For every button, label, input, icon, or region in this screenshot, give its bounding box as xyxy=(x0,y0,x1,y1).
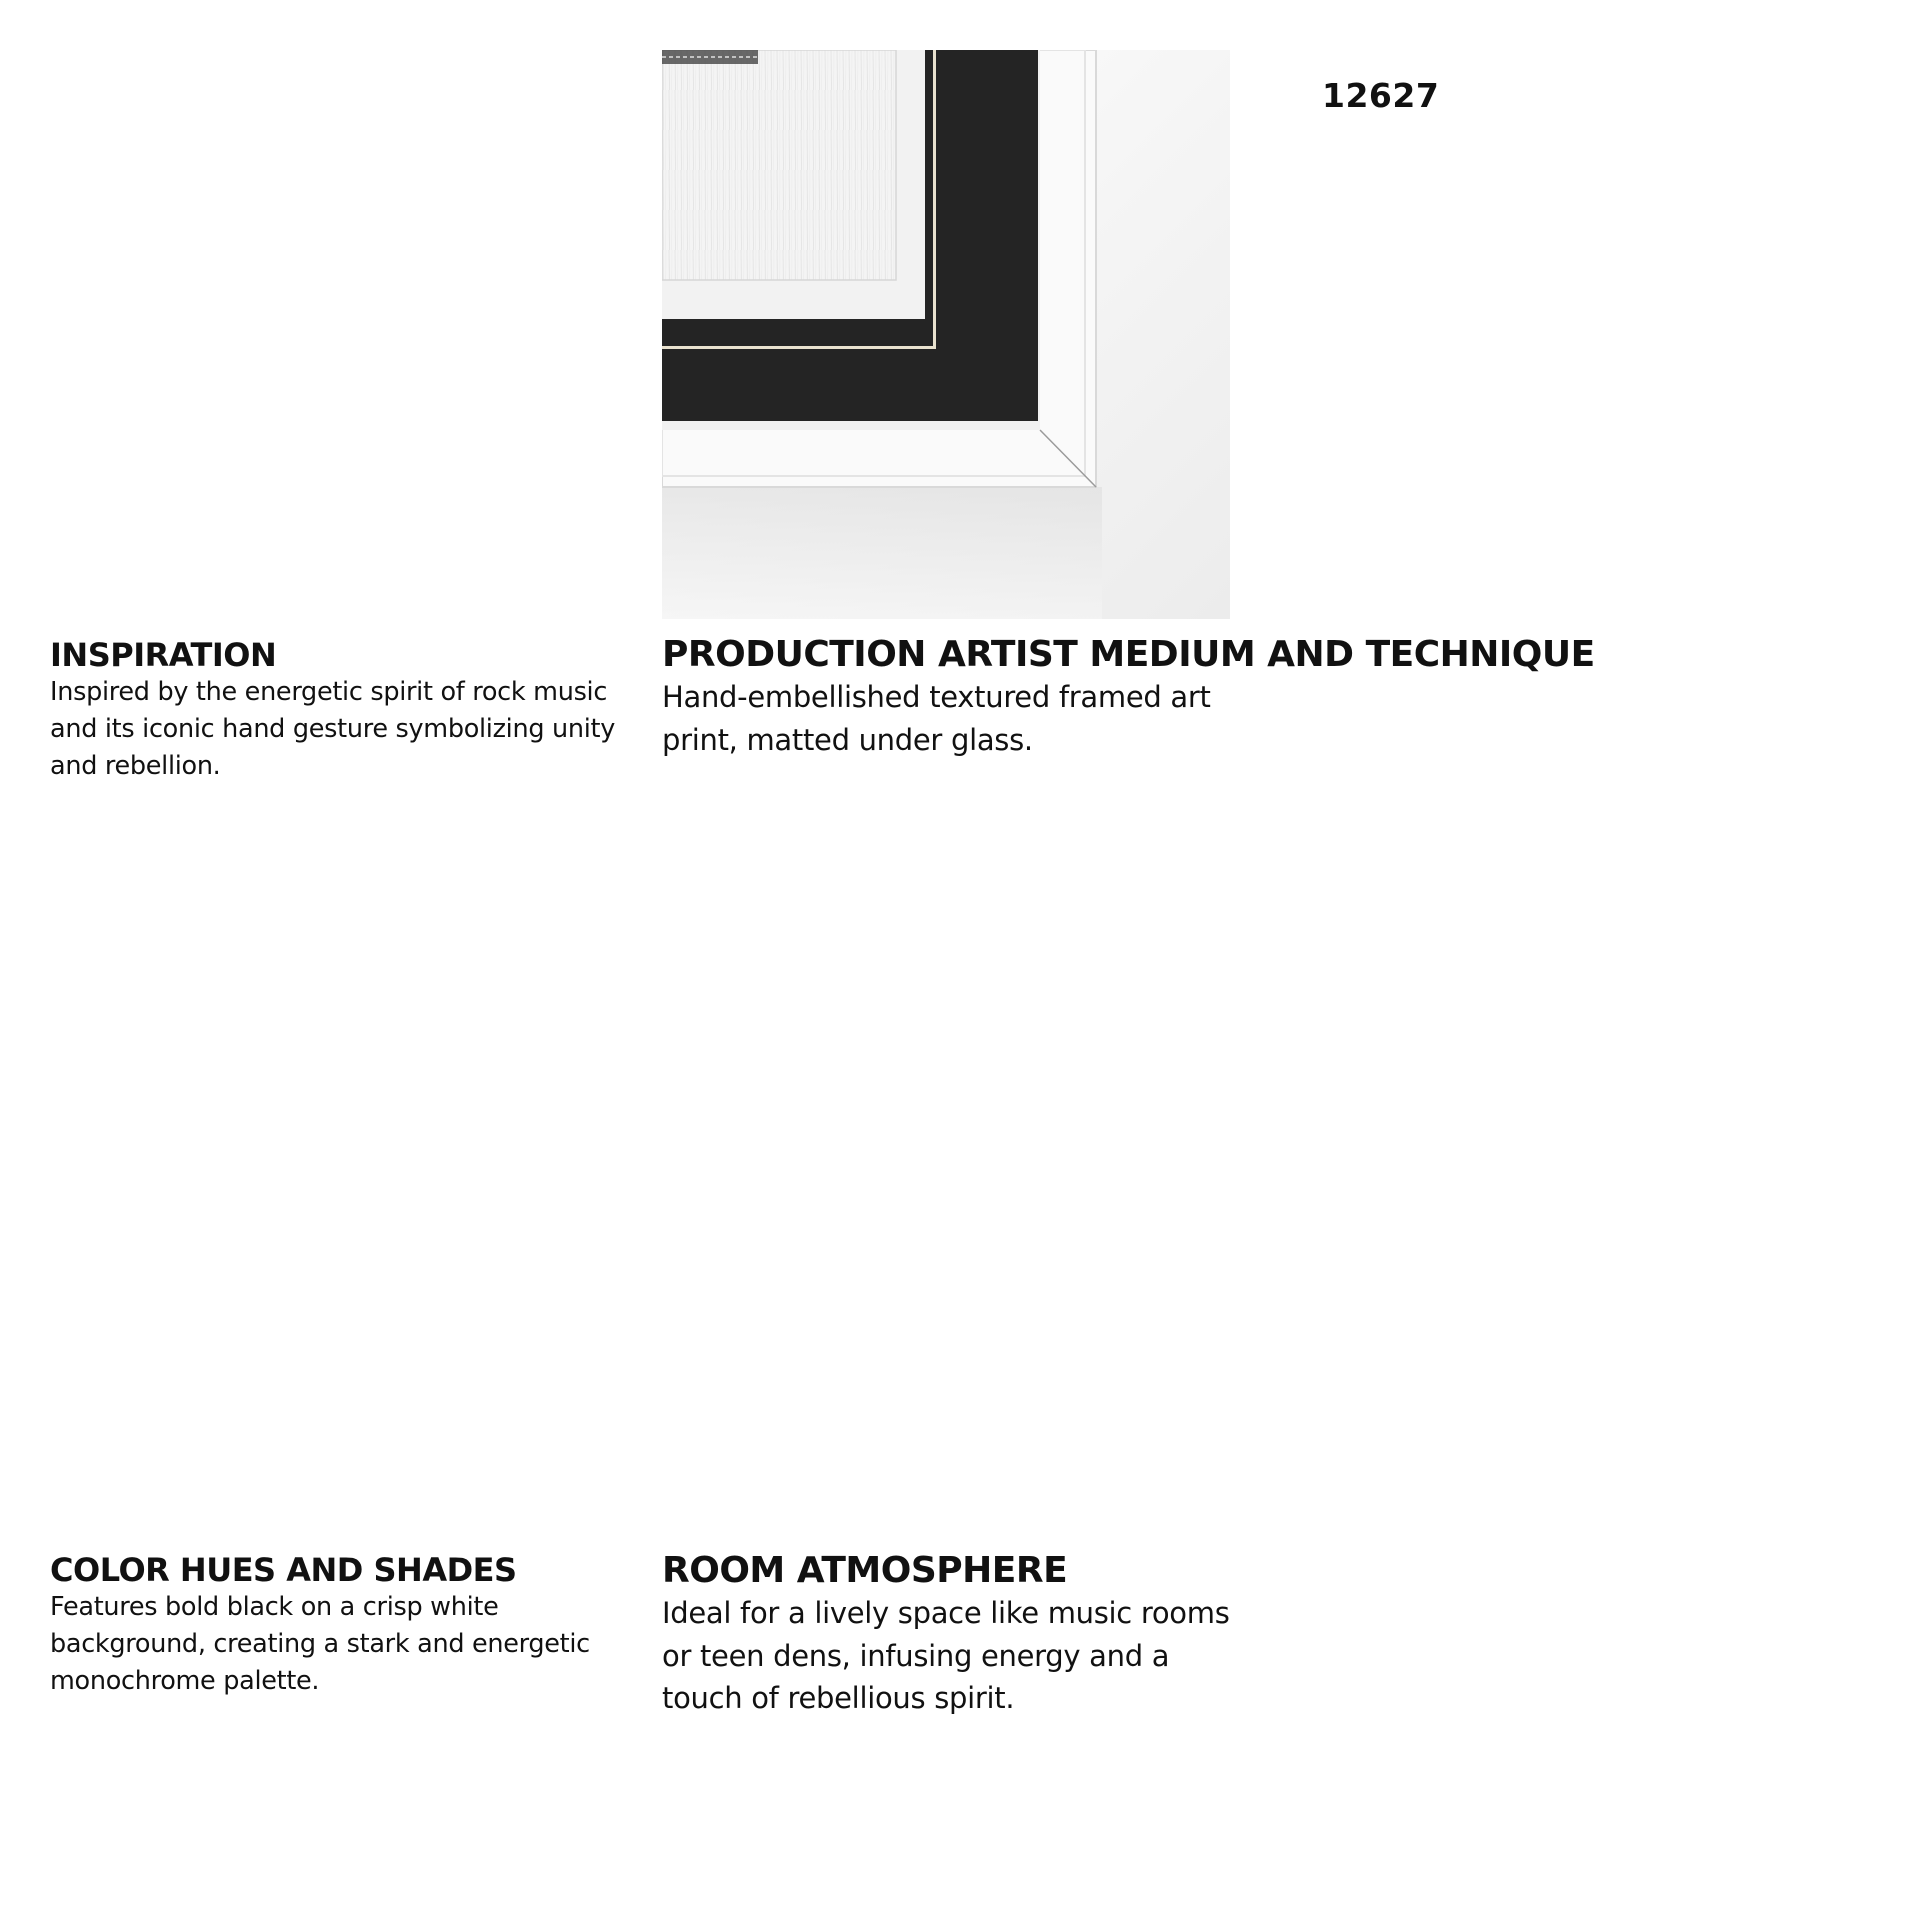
color-hues-heading: COLOR HUES AND SHADES xyxy=(50,1551,517,1589)
production-text: Hand-embellished textured framed art print, matted under glass. xyxy=(662,680,1211,757)
room-atmosphere-heading: ROOM ATMOSPHERE xyxy=(662,1550,1068,1591)
color-hues-text: Features bold black on a crisp white background, creating a stark and energetic monochrome palette. xyxy=(50,1592,590,1696)
color-hues-section xyxy=(50,1551,620,1700)
inspiration-text: Inspired by the energetic spirit of rock music and its iconic hand gesture symbolizing unity and rebellion. xyxy=(50,677,616,781)
framed-art-corner-image xyxy=(662,50,1230,619)
production-heading: PRODUCTION ARTIST MEDIUM AND TECHNIQUE xyxy=(662,634,1595,675)
inspiration-heading: INSPIRATION xyxy=(50,636,277,674)
sku-number: 12627 xyxy=(1322,76,1440,115)
room-atmosphere-section xyxy=(662,1550,1242,1720)
inspiration-section xyxy=(50,636,620,785)
room-atmosphere-text: Ideal for a lively space like music rooms or teen dens, infusing energy and a touch of rebellious spirit. xyxy=(662,1596,1230,1715)
production-section xyxy=(662,634,1595,761)
